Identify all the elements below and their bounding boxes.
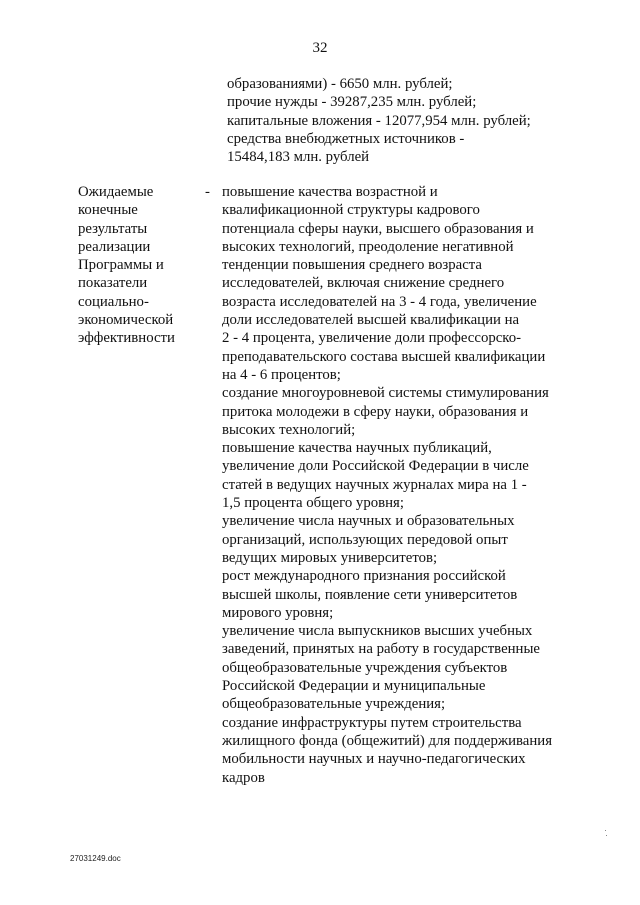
text-line: увеличение числа научных и образовательных (222, 513, 515, 530)
text-line: 1,5 процента общего уровня; (222, 495, 404, 512)
text-line: исследователей, включая снижение среднего (222, 275, 505, 292)
text-line: притока молодежи в сферу науки, образования и (222, 403, 529, 420)
label-line: реализации (78, 238, 151, 255)
label-line: результаты (78, 220, 148, 237)
text-line: статей в ведущих научных журналах мира на 1 - (222, 476, 527, 493)
label-line: Программы и (78, 257, 164, 274)
text-line: на 4 - 6 процентов; (222, 366, 341, 383)
text-line: прочие нужды - 39287,235 млн. рублей; (227, 94, 477, 111)
scan-speck (605, 830, 606, 831)
text-line: повышение качества научных публикаций, (222, 440, 492, 457)
text-line: 15484,183 млн. рублей (227, 149, 370, 166)
text-line: увеличение доли Российской Федерации в числе (222, 458, 529, 475)
text-line: общеобразовательные учреждения; (222, 696, 446, 713)
file-name-footer: 27031249.doc (70, 854, 121, 863)
text-line: тенденции повышения среднего возраста (222, 257, 483, 274)
text-line: заведений, принятых на работу в государственные (222, 641, 540, 658)
text-line: потенциала сферы науки, высшего образования и (222, 220, 534, 237)
text-line: повышение качества возрастной и (222, 184, 438, 200)
text-line: образованиями) - 6650 млн. рублей; (227, 76, 453, 92)
text-line: ведущих мировых университетов; (222, 549, 438, 566)
page-number: 32 (312, 40, 328, 56)
label-line: социально- (78, 293, 149, 310)
text-line: увеличение числа выпускников высших учебных (222, 623, 533, 640)
label-line: Ожидаемые (78, 184, 154, 200)
text-line: квалификационной структуры кадрового (222, 202, 480, 219)
text-line: мобильности научных и научно-педагогических (222, 751, 526, 768)
text-line: высоких технологий, преодоление негативной (222, 238, 514, 255)
text-line: мирового уровня; (222, 604, 334, 621)
separator-dash: - (205, 184, 210, 200)
text-line: организаций, использующих передовой опыт (222, 531, 508, 548)
label-line: экономической (78, 312, 174, 329)
section-label (78, 183, 198, 348)
scan-speck (606, 835, 607, 836)
text-line: Российской Федерации и муниципальные (222, 678, 486, 695)
text-line: рост международного признания российской (222, 568, 506, 585)
text-line: капитальные вложения - 12077,954 млн. рублей; (227, 112, 531, 129)
text-line: создание инфраструктуры путем строительства (222, 714, 522, 731)
text-line: возраста исследователей на 3 - 4 года, увеличение (222, 293, 537, 310)
text-line: жилищного фонда (общежитий) для поддерживания (222, 732, 553, 749)
text-line: общеобразовательные учреждения субъектов (222, 659, 508, 676)
text-line: доли исследователей высшей квалификации на (222, 312, 520, 329)
funding-continuation-block (227, 75, 627, 166)
text-line: кадров (222, 769, 265, 786)
text-line: преподавательского состава высшей квалификации (222, 348, 546, 365)
text-line: создание многоуровневой системы стимулирования (222, 385, 549, 402)
text-line: 2 - 4 процента, увеличение доли профессорско- (222, 330, 522, 347)
expected-results-text (222, 183, 622, 787)
label-line: показатели (78, 275, 148, 292)
text-line: высоких технологий; (222, 421, 356, 438)
text-line: средства внебюджетных источников - (227, 130, 465, 147)
label-line: конечные (78, 202, 138, 219)
label-line: эффективности (78, 330, 175, 347)
text-line: высшей школы, появление сети университетов (222, 586, 518, 603)
